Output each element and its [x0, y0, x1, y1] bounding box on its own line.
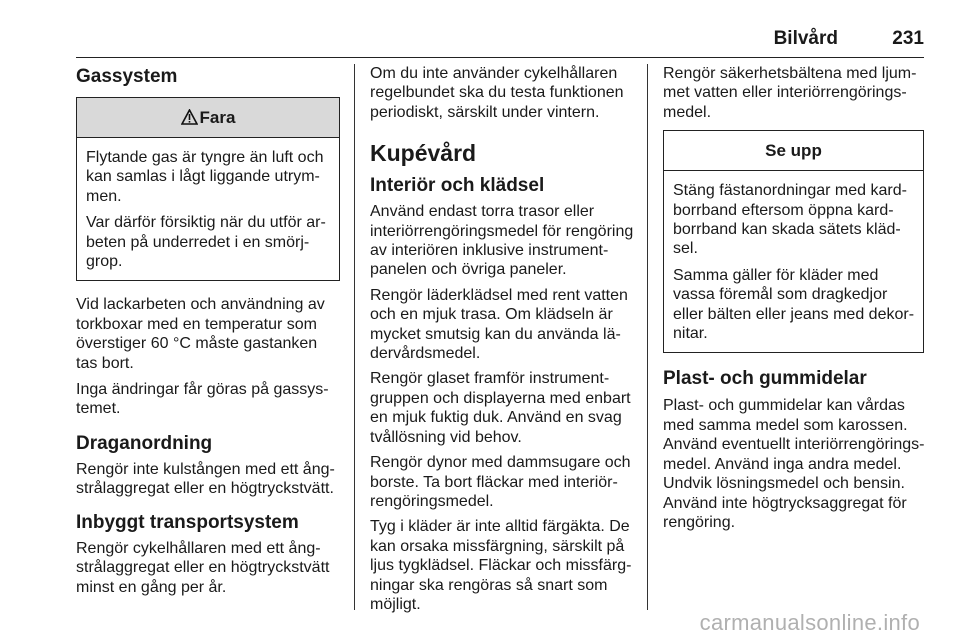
paragraph: Rengör inte kulstången med ett ång-strålaggregat eller en högtryckstvätt.: [76, 460, 335, 498]
caution-text-2: Samma gäller för kläder med vassa föremål som dragkedjor eller bälten eller jeans med dekor-nitar.: [673, 266, 915, 343]
caution-box-body: [664, 171, 923, 352]
paragraph: Tyg i kläder är inte alltid färgäkta. De kan orsaka missfärgning, särskilt på ljus tygklädsel. Fläckar och missfärg-ningar ska rengöras så snart som möjligt.: [370, 518, 632, 613]
warning-triangle-icon: [181, 109, 198, 125]
paragraph: Rengör läderklädsel med rent vatten och en mjuk trasa. Om klädseln är mycket smutsig kan du använda lä-dervårdsmedel.: [370, 286, 628, 363]
caution-box: [663, 130, 924, 353]
danger-text-2: Var därför försiktig när du utför ar-beten på underredet i en smörj-grop.: [86, 214, 326, 271]
column-1: [76, 64, 340, 597]
danger-text-1: Flytande gas är tyngre än luft och kan samlas i lågt liggande utrym-men.: [86, 149, 324, 205]
watermark: carmanualsonline.info: [699, 610, 920, 635]
caution-label: Se upp: [765, 141, 822, 161]
heading-interior: Interiör och klädsel: [370, 175, 545, 197]
heading-draganordning: Draganordning: [76, 432, 213, 454]
paragraph: Använd endast torra trasor eller interiörrengöringsmedel för rengöring av interiören inklusive instrument-panelen och övriga paneler.: [370, 203, 634, 279]
paragraph: Rengör säkerhetsbältena med ljum-met vatten eller interiörrengörings-medel.: [663, 65, 917, 121]
heading-plast: Plast- och gummidelar: [663, 368, 867, 390]
danger-box-header: [77, 98, 339, 138]
section-title: Bilvård: [773, 28, 838, 49]
paragraph: Inga ändringar får göras på gassys-temet.: [76, 381, 329, 418]
danger-box: [76, 97, 340, 281]
caution-text-1: Stäng fästanordningar med kard-borrband eftersom öppna kard-borrband kan skada sätets kläd-sel.: [673, 182, 907, 258]
paragraph: Vid lackarbeten och användning av torkboxar med en temperatur som överstiger 60 °C måste gastanken tas bort.: [76, 296, 325, 372]
column-2: [370, 64, 634, 614]
paragraph: Rengör glaset framför instrument-gruppen och displayerna med enbart en mjuk fuktig duk. Använd en svag tvållösning vid behov.: [370, 370, 631, 446]
page-header: [76, 22, 924, 58]
heading-kupevard: Kupévård: [370, 140, 477, 167]
heading-transportsystem: Inbyggt transportsystem: [76, 511, 299, 533]
page-number: 231: [892, 28, 924, 49]
paragraph: Rengör dynor med dammsugare och borste. Ta bort fläckar med interiör-rengöringsmedel.: [370, 454, 631, 510]
paragraph: Plast- och gummidelar kan vårdas med samma medel som karossen. Använd eventuellt interiörrengörings-medel. Använd inga andra medel. Undvik lösningsmedel och bensin. Använd inte högtrycksaggregat för rengöring.: [663, 397, 925, 531]
paragraph: Rengör cykelhållaren med ett ång-strålaggregat eller en högtryckstvätt minst en gång per år.: [76, 539, 330, 596]
danger-box-body: [77, 138, 339, 280]
column-3: [663, 64, 927, 532]
heading-gassystem: Gassystem: [76, 66, 178, 87]
caution-box-header: [664, 131, 923, 171]
paragraph: Om du inte använder cykelhållaren regelbundet ska du testa funktionen periodiskt, särskilt under vintern.: [370, 65, 624, 121]
column-divider: [647, 64, 648, 610]
danger-label: Fara: [199, 108, 236, 127]
column-divider: [354, 64, 355, 610]
